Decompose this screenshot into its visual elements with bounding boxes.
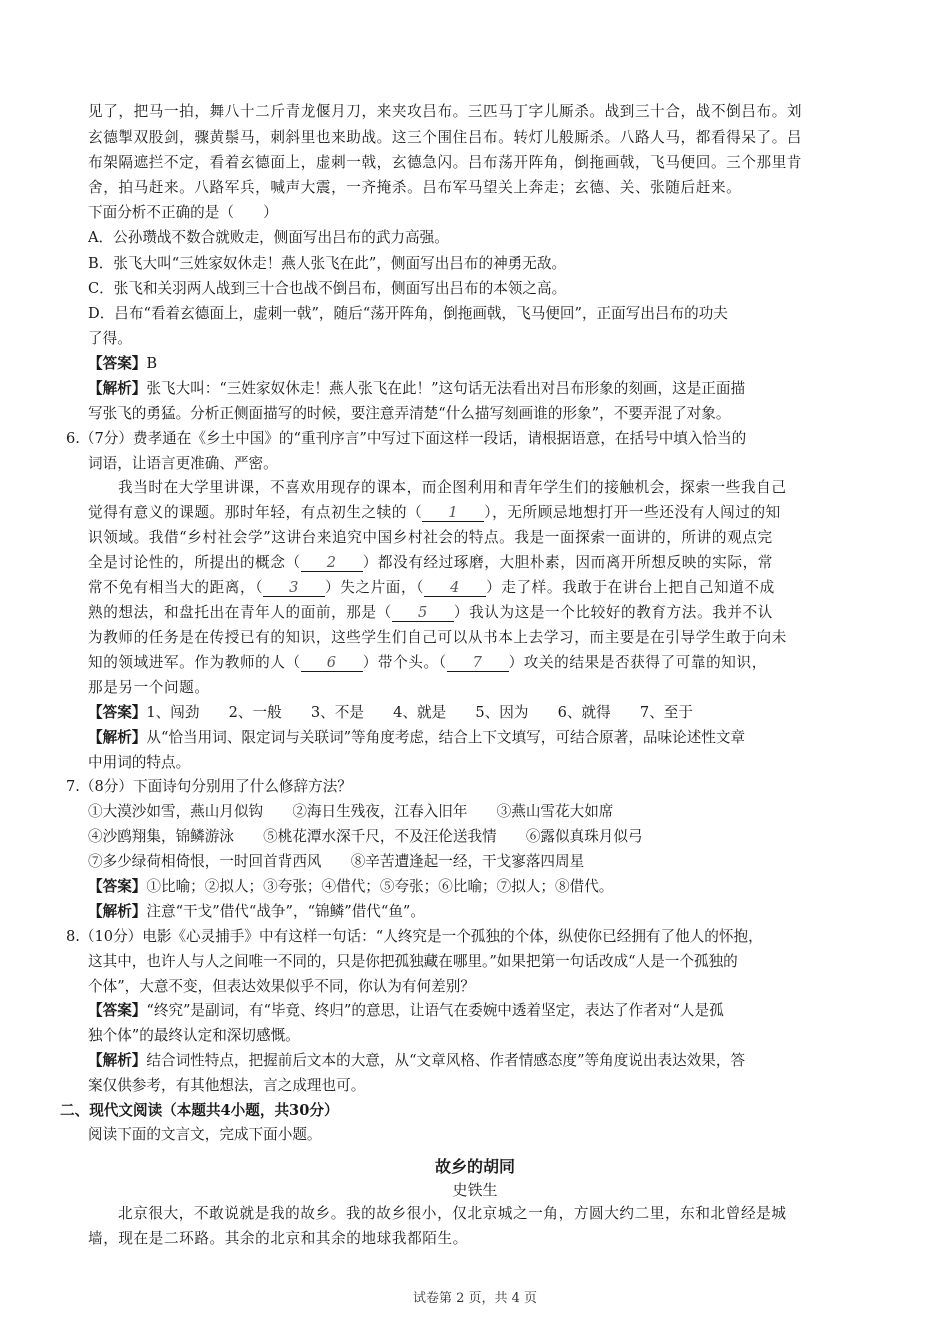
q8-analysis [88, 1051, 863, 1071]
q5-answer [88, 354, 863, 374]
blank-7[interactable]: 7 [447, 655, 509, 672]
analysis-text: 结合词性特点，把握前后文本的大意，从“文章风格、作者情感态度”等角度说出表达效果，答 [146, 1052, 746, 1069]
q7-analysis [88, 902, 863, 922]
q6-passage-line [88, 653, 863, 673]
analysis-text: 张飞大叫：“三姓家奴休走！燕人张飞在此！”这句话无法看出对吕布形象的刻画，这是正面描 [146, 380, 746, 397]
q6-text: ）走了样。我敢于在讲台上把自己知道不成 [486, 579, 775, 596]
answer-label: 【答案】 [88, 355, 147, 372]
article-line: 墙，现在是二环路。其余的北京和其余的地球我都陌生。 [88, 1230, 468, 1247]
q6-passage-line: 识领域。我借“乡村社会学”这讲台来追究中国乡村社会的特点。我是一面探索一面讲的，所讲的观点完 [88, 529, 773, 546]
q6-text: ）带个头。（ [362, 654, 447, 671]
analysis-text: 从“恰当用词、限定词与关联词”等角度考虑，结合上下文填写，可结合原著，品味论述性文章 [146, 729, 746, 746]
blank-4[interactable]: 4 [424, 580, 486, 597]
blank-6[interactable]: 6 [301, 655, 363, 672]
q8-analysis-cont: 案仅供参考，有其他想法，言之成理也可。 [88, 1077, 366, 1094]
analysis-label: 【解析】 [88, 729, 147, 746]
q7-row: ④沙鸥翔集，锦鳞游泳 ⑤桃花潭水深千尺，不及汪伦送我情 ⑥露似真珠月似弓 [88, 828, 643, 845]
blank-1[interactable]: 1 [422, 505, 484, 522]
q6-text: ）攻关的结果是否获得了可靠的知识， [508, 654, 767, 671]
q6-text: 觉得有意义的课题。那时年轻，有点初生之犊的（ [88, 504, 423, 521]
q5-analysis-cont: 写张飞的勇猛。分析正侧面描写的时候，要注意弄清楚“什么描写刻画谁的形象”，不要弄混了对象。 [88, 405, 731, 422]
q6-passage-line [88, 603, 863, 623]
q6-text: ）失之片面，（ [325, 579, 425, 596]
q6-passage-line [88, 578, 863, 598]
analysis-label: 【解析】 [88, 903, 147, 920]
article-author: 史铁生 [452, 1181, 498, 1199]
q8-stem: 8.（10分）电影《心灵捕手》中有这样一句话：“人终究是一个孤独的个体，纵使你已经拥有了他人的怀抱， [66, 928, 763, 945]
section-instruction: 阅读下面的文言文，完成下面小题。 [88, 1126, 322, 1143]
article-title: 故乡的胡同 [434, 1157, 515, 1176]
blank-5[interactable]: 5 [392, 605, 454, 622]
passage-line: 玄德掣双股剑，骤黄鬃马，刺斜里也来助战。这三个围住吕布。转灯儿般厮杀。八路人马，都看得呆了。吕 [88, 129, 803, 146]
q5-option-d: D．吕布“看着玄德面上，虚刺一戟”，随后“荡开阵角，倒拖画戟，飞马便回”，正面写出吕布的功夫 [88, 305, 728, 322]
q6-passage-line: 那是另一个问题。 [88, 679, 210, 696]
q6-text: ）我认为这是一个比较好的教育方法。我并不认 [453, 604, 773, 621]
q6-passage-line: 为教师的任务是在传授已有的知识，这些学生们自己可以从书本上去学习，而主要是在引导学生敢于向未 [88, 629, 787, 646]
q6-passage-line: 我当时在大学里讲课，不喜欢用现存的课本，而企图利用和青年学生们的接触机会，探索一些我自己 [118, 479, 787, 496]
section-heading: 二、现代文阅读（本题共4小题，共30分） [60, 1102, 339, 1119]
q7-answer [88, 877, 863, 897]
answer-text: B [146, 355, 158, 372]
q8-stem-cont: 这其中，也许人与人之间唯一不同的，只是你把孤独藏在哪里。”如果把第一句话改成“人是一个孤独的 [88, 953, 738, 970]
analysis-label: 【解析】 [88, 380, 147, 397]
q6-answer [88, 703, 863, 723]
q6-text: 知的领域进军。作为教师的人（ [88, 654, 301, 671]
passage-line: 见了，把马一拍，舞八十二斤青龙偃月刀，来夹攻吕布。三匹马丁字儿厮杀。战到三十合，战不倒吕布。刘 [88, 103, 803, 120]
q6-passage-line [88, 503, 863, 523]
answer-label: 【答案】 [88, 704, 147, 721]
q5-option-c: C．张飞和关羽两人战到三十合也战不倒吕布，侧面写出吕布的本领之高。 [88, 280, 567, 297]
q5-stem: 下面分析不正确的是（ ） [88, 204, 278, 221]
answer-text: “终究”是副词，有“毕竟、终归”的意思，让语气在委婉中透着坚定，表达了作者对“人是孤 [146, 1002, 724, 1019]
q8-answer [88, 1001, 863, 1021]
q6-text: 熟的想法，和盘托出在青年人的面前，那是（ [88, 604, 392, 621]
answer-label: 【答案】 [88, 1002, 147, 1019]
analysis-label: 【解析】 [88, 1052, 147, 1069]
q6-analysis [88, 728, 863, 748]
article-line: 北京很大，不敢说就是我的故乡。我的故乡很小，仅北京城之一角，方圆大约二里，东和北曾经是城 [118, 1205, 787, 1222]
blank-2[interactable]: 2 [301, 555, 363, 572]
q6-text: 常不免有相当大的距离，（ [88, 579, 264, 596]
q6-passage-line [88, 553, 863, 573]
passage-line: 布架隔遮拦不定，看着玄德面上，虚刺一戟，玄德急闪。吕布荡开阵角，倒拖画戟，飞马便回。三个那里肯 [88, 154, 803, 171]
q6-text: ）都没有经过琢磨，大胆朴素，因而离开所想反映的实际，常 [362, 554, 773, 571]
answer-text: 1、闯劲 2、一般 3、不是 4、就是 5、因为 6、就得 7、至于 [146, 704, 693, 721]
q7-row: ⑦多少绿荷相倚恨，一时回首背西风 ⑧辛苦遭逢起一经，干戈寥落四周星 [88, 853, 585, 870]
q6-stem-cont: 词语，让语言更准确、严密。 [88, 455, 278, 472]
q6-stem: 6.（7分）费孝通在《乡土中国》的“重刊序言”中写过下面这样一段话，请根据语意，在括号中填入恰当的 [66, 430, 747, 447]
q6-analysis-cont: 中用词的特点。 [88, 754, 191, 771]
q5-option-a: A．公孙瓒战不数合就败走，侧面写出吕布的武力高强。 [88, 229, 449, 246]
q6-text: ），无所顾忌地想打开一些还没有人闯过的知 [484, 504, 781, 521]
q8-stem-cont: 个体”，大意不变，但表达效果似乎不同，你认为有何差别？ [88, 978, 475, 995]
page-footer: 试卷第 2 页，共 4 页 [412, 1291, 538, 1306]
passage-line: 舍，拍马赶来。八路军兵，喊声大震，一齐掩杀。吕布军马望关上奔走；玄德、关、张随后赶来。 [88, 179, 742, 196]
answer-text: ①比喻；②拟人；③夸张；④借代；⑤夸张；⑥比喻；⑦拟人；⑧借代。 [146, 878, 614, 895]
q5-analysis [88, 379, 863, 399]
analysis-text: 注意“干戈”借代“战争”，“锦鳞”借代“鱼”。 [146, 903, 425, 920]
q7-row: ①大漠沙如雪，燕山月似钩 ②海日生残夜，江春入旧年 ③燕山雪花大如席 [88, 803, 614, 820]
answer-label: 【答案】 [88, 878, 147, 895]
q5-option-d-cont: 了得。 [88, 330, 132, 347]
q6-text: 全是讨论性的，所提出的概念（ [88, 554, 301, 571]
q5-option-b: B．张飞大叫“三姓家奴休走！燕人张飞在此”，侧面写出吕布的神勇无敌。 [88, 255, 567, 272]
blank-3[interactable]: 3 [263, 580, 325, 597]
q7-stem: 7.（8分）下面诗句分别用了什么修辞方法？ [66, 778, 352, 795]
q8-answer-cont: 独个体”的最终认定和深切感慨。 [88, 1027, 300, 1044]
